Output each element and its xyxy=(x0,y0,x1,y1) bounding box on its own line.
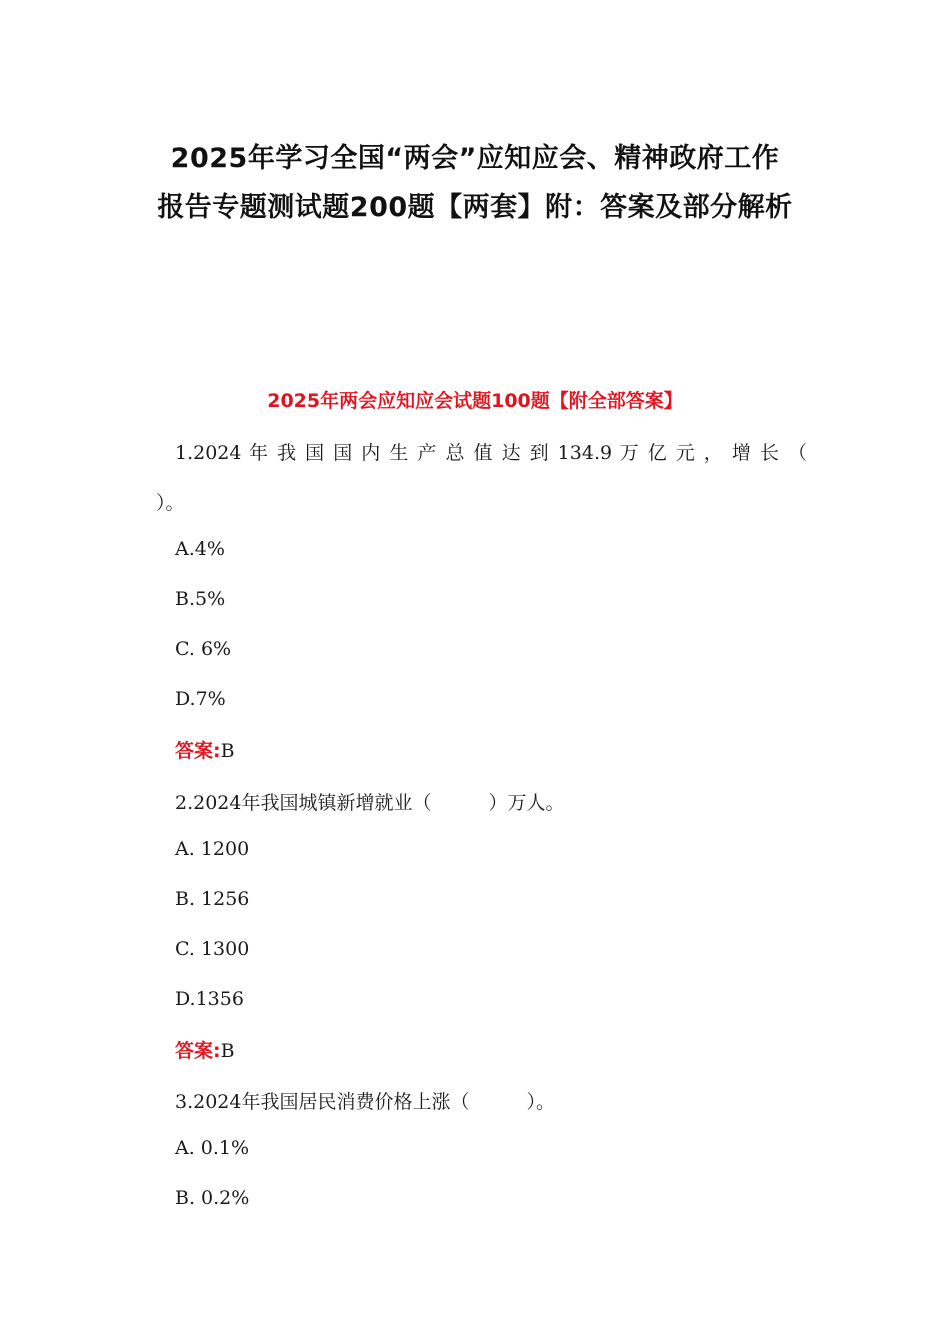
question-3-stem: 3.2024年我国居民消费价格上涨（ ）。 xyxy=(175,1091,555,1113)
answer-label: 答案: xyxy=(175,1040,221,1062)
question-1-option-b: B.5% xyxy=(175,588,226,610)
document-title-line-2: 报告专题测试题200题【两套】附：答案及部分解析 xyxy=(157,192,793,223)
question-1-answer xyxy=(175,736,235,763)
answer-value: B xyxy=(220,740,235,762)
question-1-stem-line-2: ）。 xyxy=(156,492,185,514)
question-3-option-b: B. 0.2% xyxy=(175,1187,250,1209)
question-1-option-d: D.7% xyxy=(175,688,226,710)
answer-value: B xyxy=(220,1040,235,1062)
question-2-answer xyxy=(175,1036,235,1063)
question-3-option-a: A. 0.1% xyxy=(175,1137,250,1159)
section-title: 2025年两会应知应会试题100题【附全部答案】 xyxy=(267,390,683,412)
question-2-option-a: A. 1200 xyxy=(175,838,250,860)
question-2-option-b: B. 1256 xyxy=(175,888,250,910)
question-1-stem-line-1: 1.2024 年 我 国 国 内 生 产 总 值 达 到 134.9 万 亿 元 ， 增 长 （ xyxy=(175,442,807,464)
document-title-line-1: 2025年学习全国“两会”应知应会、精神政府工作 xyxy=(170,143,780,174)
question-1-option-a: A.4% xyxy=(175,538,225,560)
question-2-stem: 2.2024年我国城镇新增就业（ ）万人。 xyxy=(175,792,565,814)
question-2-option-d: D.1356 xyxy=(175,988,244,1010)
answer-label: 答案: xyxy=(175,740,221,762)
question-1-option-c: C. 6% xyxy=(175,638,232,660)
question-2-option-c: C. 1300 xyxy=(175,938,250,960)
